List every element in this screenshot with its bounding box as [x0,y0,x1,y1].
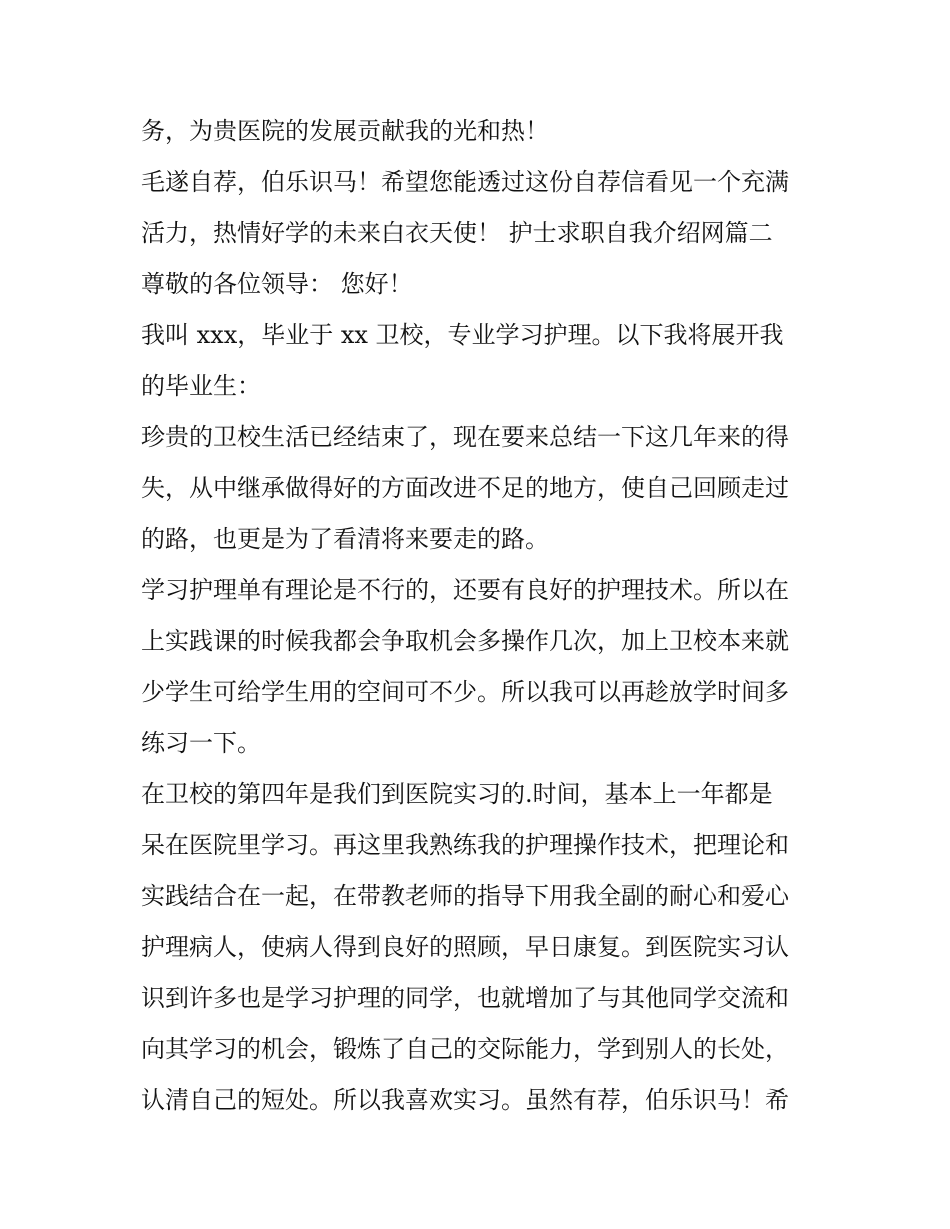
text-line-9: 的路，也更是为了看清将来要走的路。 [141,525,549,553]
text-line-17: 护理病人，使病人得到良好的照顾，早日康复。到医院实习认 [141,933,789,961]
text-line-18: 识到许多也是学习护理的同学，也就增加了与其他同学交流和 [141,984,789,1012]
text-line-14: 在卫校的第四年是我们到医院实习的.时间，基本上一年都是 [141,780,773,808]
text-line-16: 实践结合在一起，在带教老师的指导下用我全副的耐心和爱心 [141,882,789,910]
text-line-20: 认清自己的短处。所以我喜欢实习。虽然有荐，伯乐识马！希 [141,1086,789,1114]
document-body [141,106,821,1126]
text-line-10: 学习护理单有理论是不行的，还要有良好的护理技术。所以在 [141,576,789,604]
text-line-13: 练习一下。 [141,729,261,757]
text-line-11: 上实践课的时候我都会争取机会多操作几次，加上卫校本来就 [141,627,789,655]
text-line-6: 的毕业生： [141,372,261,400]
text-line-15: 呆在医院里学习。再这里我熟练我的护理操作技术，把理论和 [141,831,789,859]
text-line-8: 失，从中继承做得好的方面改进不足的地方，使自己回顾走过 [141,474,789,502]
text-line-1: 务，为贵医院的发展贡献我的光和热！ [141,117,549,145]
text-line-3: 活力，热情好学的未来白衣天使！ 护士求职自我介绍网篇二 [141,219,773,247]
text-line-5: 我叫 xxx，毕业于 xx 卫校，专业学习护理。以下我将展开我 [141,321,784,349]
text-line-12: 少学生可给学生用的空间可不少。所以我可以再趁放学时间多 [141,678,789,706]
text-line-4: 尊敬的各位领导： 您好！ [141,270,413,298]
text-line-7: 珍贵的卫校生活已经结束了，现在要来总结一下这几年来的得 [141,423,789,451]
text-line-2: 毛遂自荐，伯乐识马！希望您能透过这份自荐信看见一个充满 [141,168,789,196]
text-line-19: 向其学习的机会，锻炼了自己的交际能力，学到别人的长处， [141,1035,789,1063]
